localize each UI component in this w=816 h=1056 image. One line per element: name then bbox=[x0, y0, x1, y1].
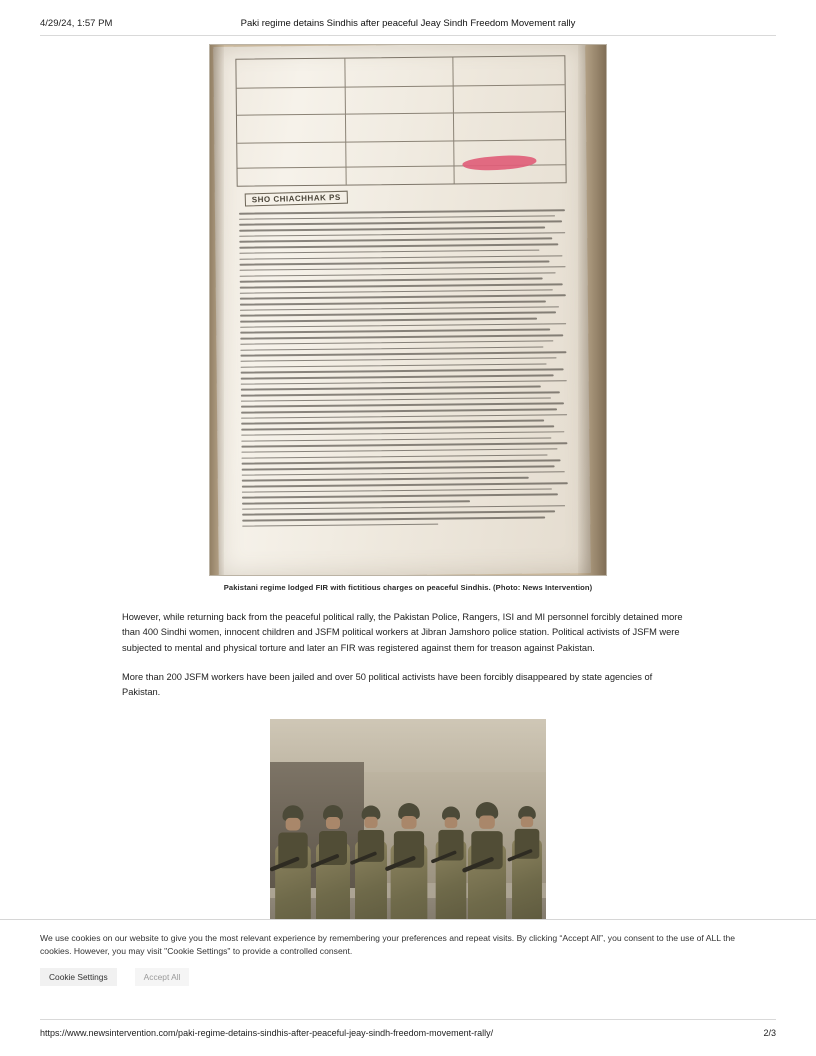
page-title: Paki regime detains Sindhis after peaceful Jeay Sindh Freedom Movement rally bbox=[240, 18, 576, 29]
article-content bbox=[40, 36, 776, 961]
fir-urdu-text-block bbox=[239, 209, 569, 560]
cookie-actions bbox=[40, 968, 776, 986]
fir-paper-sheet bbox=[213, 44, 591, 576]
print-date: 4/29/24, 1:57 PM bbox=[40, 18, 113, 29]
fir-figure bbox=[40, 44, 776, 592]
photo-shadow-right bbox=[578, 45, 606, 575]
cookie-consent-text: We use cookies on our website to give you the most relevant experience by remembering your preferences and repeat visits. By clicking “Accept All”, you consent to the use of ALL the cookies. However, you may visit "Cookie Settings" to provide a controlled consent. bbox=[40, 933, 736, 957]
source-url: https://www.newsintervention.com/paki-regime-detains-sindhis-after-peaceful-jeay-sindh-freedom-movement-rally/ bbox=[40, 1028, 494, 1038]
cookie-settings-button[interactable]: Cookie Settings bbox=[40, 968, 117, 986]
police-station-stamp bbox=[245, 191, 348, 207]
cookie-consent-banner bbox=[0, 919, 816, 1000]
page-number: 2/3 bbox=[763, 1028, 776, 1038]
article-paragraph: More than 200 JSFM workers have been jailed and over 50 political activists have been forcibly disappeared by state agencies of Pakistan. bbox=[122, 671, 653, 698]
stamp-text: SHO CHIACHHAK PS bbox=[251, 192, 341, 205]
figure-caption: Pakistani regime lodged FIR with fictitious charges on peaceful Sindhis. (Photo: News Intervention) bbox=[223, 583, 593, 592]
print-header bbox=[40, 0, 776, 36]
photo-shadow-left bbox=[210, 45, 224, 575]
print-footer bbox=[40, 1019, 776, 1038]
fir-document-photo bbox=[209, 44, 607, 576]
article-paragraph: However, while returning back from the peaceful political rally, the Pakistan Police, Rangers, ISI and MI personnel forcibly detained more than 400 Sindhi women, innocent children and JSFM political workers at Jibran Jamshoro police station. Political activists of JSFM were subjected to mental and physical torture and later an FIR was registered against them for treason against Pakistan. bbox=[122, 612, 683, 653]
soldier-figure bbox=[512, 806, 542, 938]
accept-all-button[interactable]: Accept All bbox=[135, 968, 190, 986]
